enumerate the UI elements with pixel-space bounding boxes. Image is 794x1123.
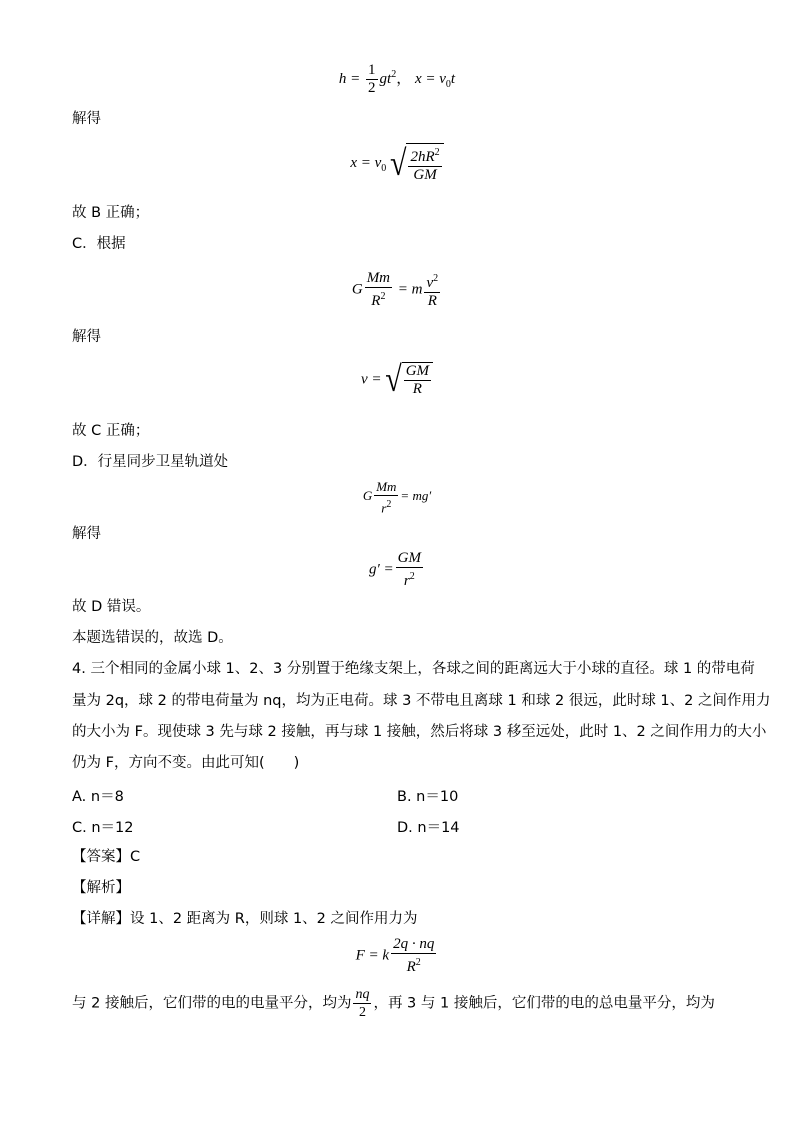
option-b[interactable]: B. n＝10: [397, 789, 459, 805]
frac-num: 1: [368, 62, 376, 78]
equation-coulomb: [0, 936, 794, 976]
text-d-wrong: 故 D 错误。: [72, 599, 151, 615]
eq-gt: gt: [379, 70, 392, 87]
frac-den: $r^2$: [381, 499, 392, 516]
fraction: [396, 550, 423, 590]
frac-num: GM: [405, 363, 430, 379]
equation-v: [0, 359, 794, 400]
text-c-label: C．根据: [72, 236, 126, 252]
text-jiede-2: 解得: [72, 329, 101, 345]
frac-num: 2q · nq: [393, 936, 435, 952]
sqrt: [390, 143, 444, 184]
sub: 0: [445, 78, 451, 90]
last-line-part-a: 与 2 接触后，它们带的电的电量平分，均为: [72, 995, 352, 1012]
detail-text: 【详解】设 1、2 距离为 R，则球 1、2 之间作用力为: [72, 911, 418, 927]
equation-free-fall: [0, 62, 794, 97]
eq-h: h =: [338, 70, 361, 87]
option-a[interactable]: A. n＝8: [72, 789, 124, 805]
fraction: [424, 270, 440, 310]
equation-g-prime: [0, 550, 794, 590]
frac-num: Mm: [376, 479, 397, 494]
text-last-line: [72, 986, 715, 1021]
radical-sign: √: [390, 143, 407, 183]
eq-g-left: g′ =: [369, 561, 394, 578]
text-conclusion: 本题选错误的，故选 D。: [72, 630, 233, 646]
answer-label: 【答案】C: [72, 849, 141, 865]
radical-sign: √: [385, 359, 402, 400]
question-4-line-2: 量为 2q，球 2 的带电荷量为 nq，均为正电荷。球 3 不带电且离球 1 和球 2 很远，此时球 1、2 之间作用力: [72, 693, 771, 709]
fraction: [408, 144, 441, 184]
frac-num: $2hR^2$: [408, 144, 441, 167]
equation-x: [0, 143, 794, 184]
sqrt: [385, 359, 433, 400]
frac-den: $r^2$: [403, 571, 415, 589]
text-jiede-3: 解得: [72, 526, 101, 542]
fraction-half: [366, 62, 378, 97]
frac-num: GM: [397, 550, 421, 566]
eq-x-left: x = v: [350, 154, 382, 171]
fraction: [365, 270, 392, 310]
text-d-label: D．行星同步卫星轨道处: [72, 454, 229, 470]
frac-num: Mm: [366, 270, 391, 286]
fraction: [374, 478, 398, 516]
eq-equals-m: = m: [397, 281, 423, 298]
frac-num: nq: [355, 987, 370, 1002]
frac-den: 2: [358, 1005, 366, 1020]
frac-den: $R^2$: [406, 957, 421, 975]
eq-F-left: F = k: [355, 947, 390, 964]
frac-den: 2: [368, 80, 376, 96]
frac-den: $R^2$: [371, 291, 386, 309]
last-line-part-b: ，再 3 与 1 接触后，它们带的电的总电量平分，均为: [373, 995, 715, 1012]
eq-t: t: [450, 70, 456, 87]
text-c-correct: 故 C 正确；: [72, 423, 150, 439]
radicand: [402, 362, 433, 398]
eq-G: G: [351, 281, 363, 298]
question-4-line-4: 仍为 F，方向不变。由此可知( ): [72, 755, 300, 771]
eq-rest: = mg′: [400, 488, 432, 504]
option-c[interactable]: C. n＝12: [72, 820, 134, 836]
text-jiede-1: 解得: [72, 111, 101, 127]
frac-num: $v^2$: [424, 270, 440, 293]
fraction: [391, 936, 436, 976]
question-4-line-1: 4. 三个相同的金属小球 1、2、3 分别置于绝缘支架上，各球之间的距离远大于小球的直径。球 1 的带电荷: [72, 661, 755, 677]
option-d[interactable]: D. n＝14: [397, 820, 460, 836]
equation-synchronous: [0, 478, 794, 516]
exp: 2: [391, 68, 397, 80]
frac-den: R: [427, 293, 437, 309]
sub: 0: [381, 162, 387, 174]
frac-den: R: [412, 381, 422, 397]
analysis-label: 【解析】: [72, 880, 130, 896]
eq-v-left: v =: [360, 371, 382, 388]
eq-sep: ，: [396, 70, 412, 87]
frac-den: GM: [413, 167, 437, 183]
radicand: [406, 143, 443, 184]
inline-fraction: [353, 986, 371, 1021]
fraction: [404, 363, 431, 398]
eq-x: x = v: [414, 70, 446, 87]
text-b-correct: 故 B 正确；: [72, 205, 150, 221]
equation-gravity-centripetal: [0, 270, 794, 310]
eq-G: G: [362, 488, 373, 504]
question-4-line-3: 的大小为 F。现使球 3 先与球 2 接触，再与球 1 接触，然后将球 3 移至远处，此时 1、2 之间作用力的大小: [72, 724, 767, 740]
